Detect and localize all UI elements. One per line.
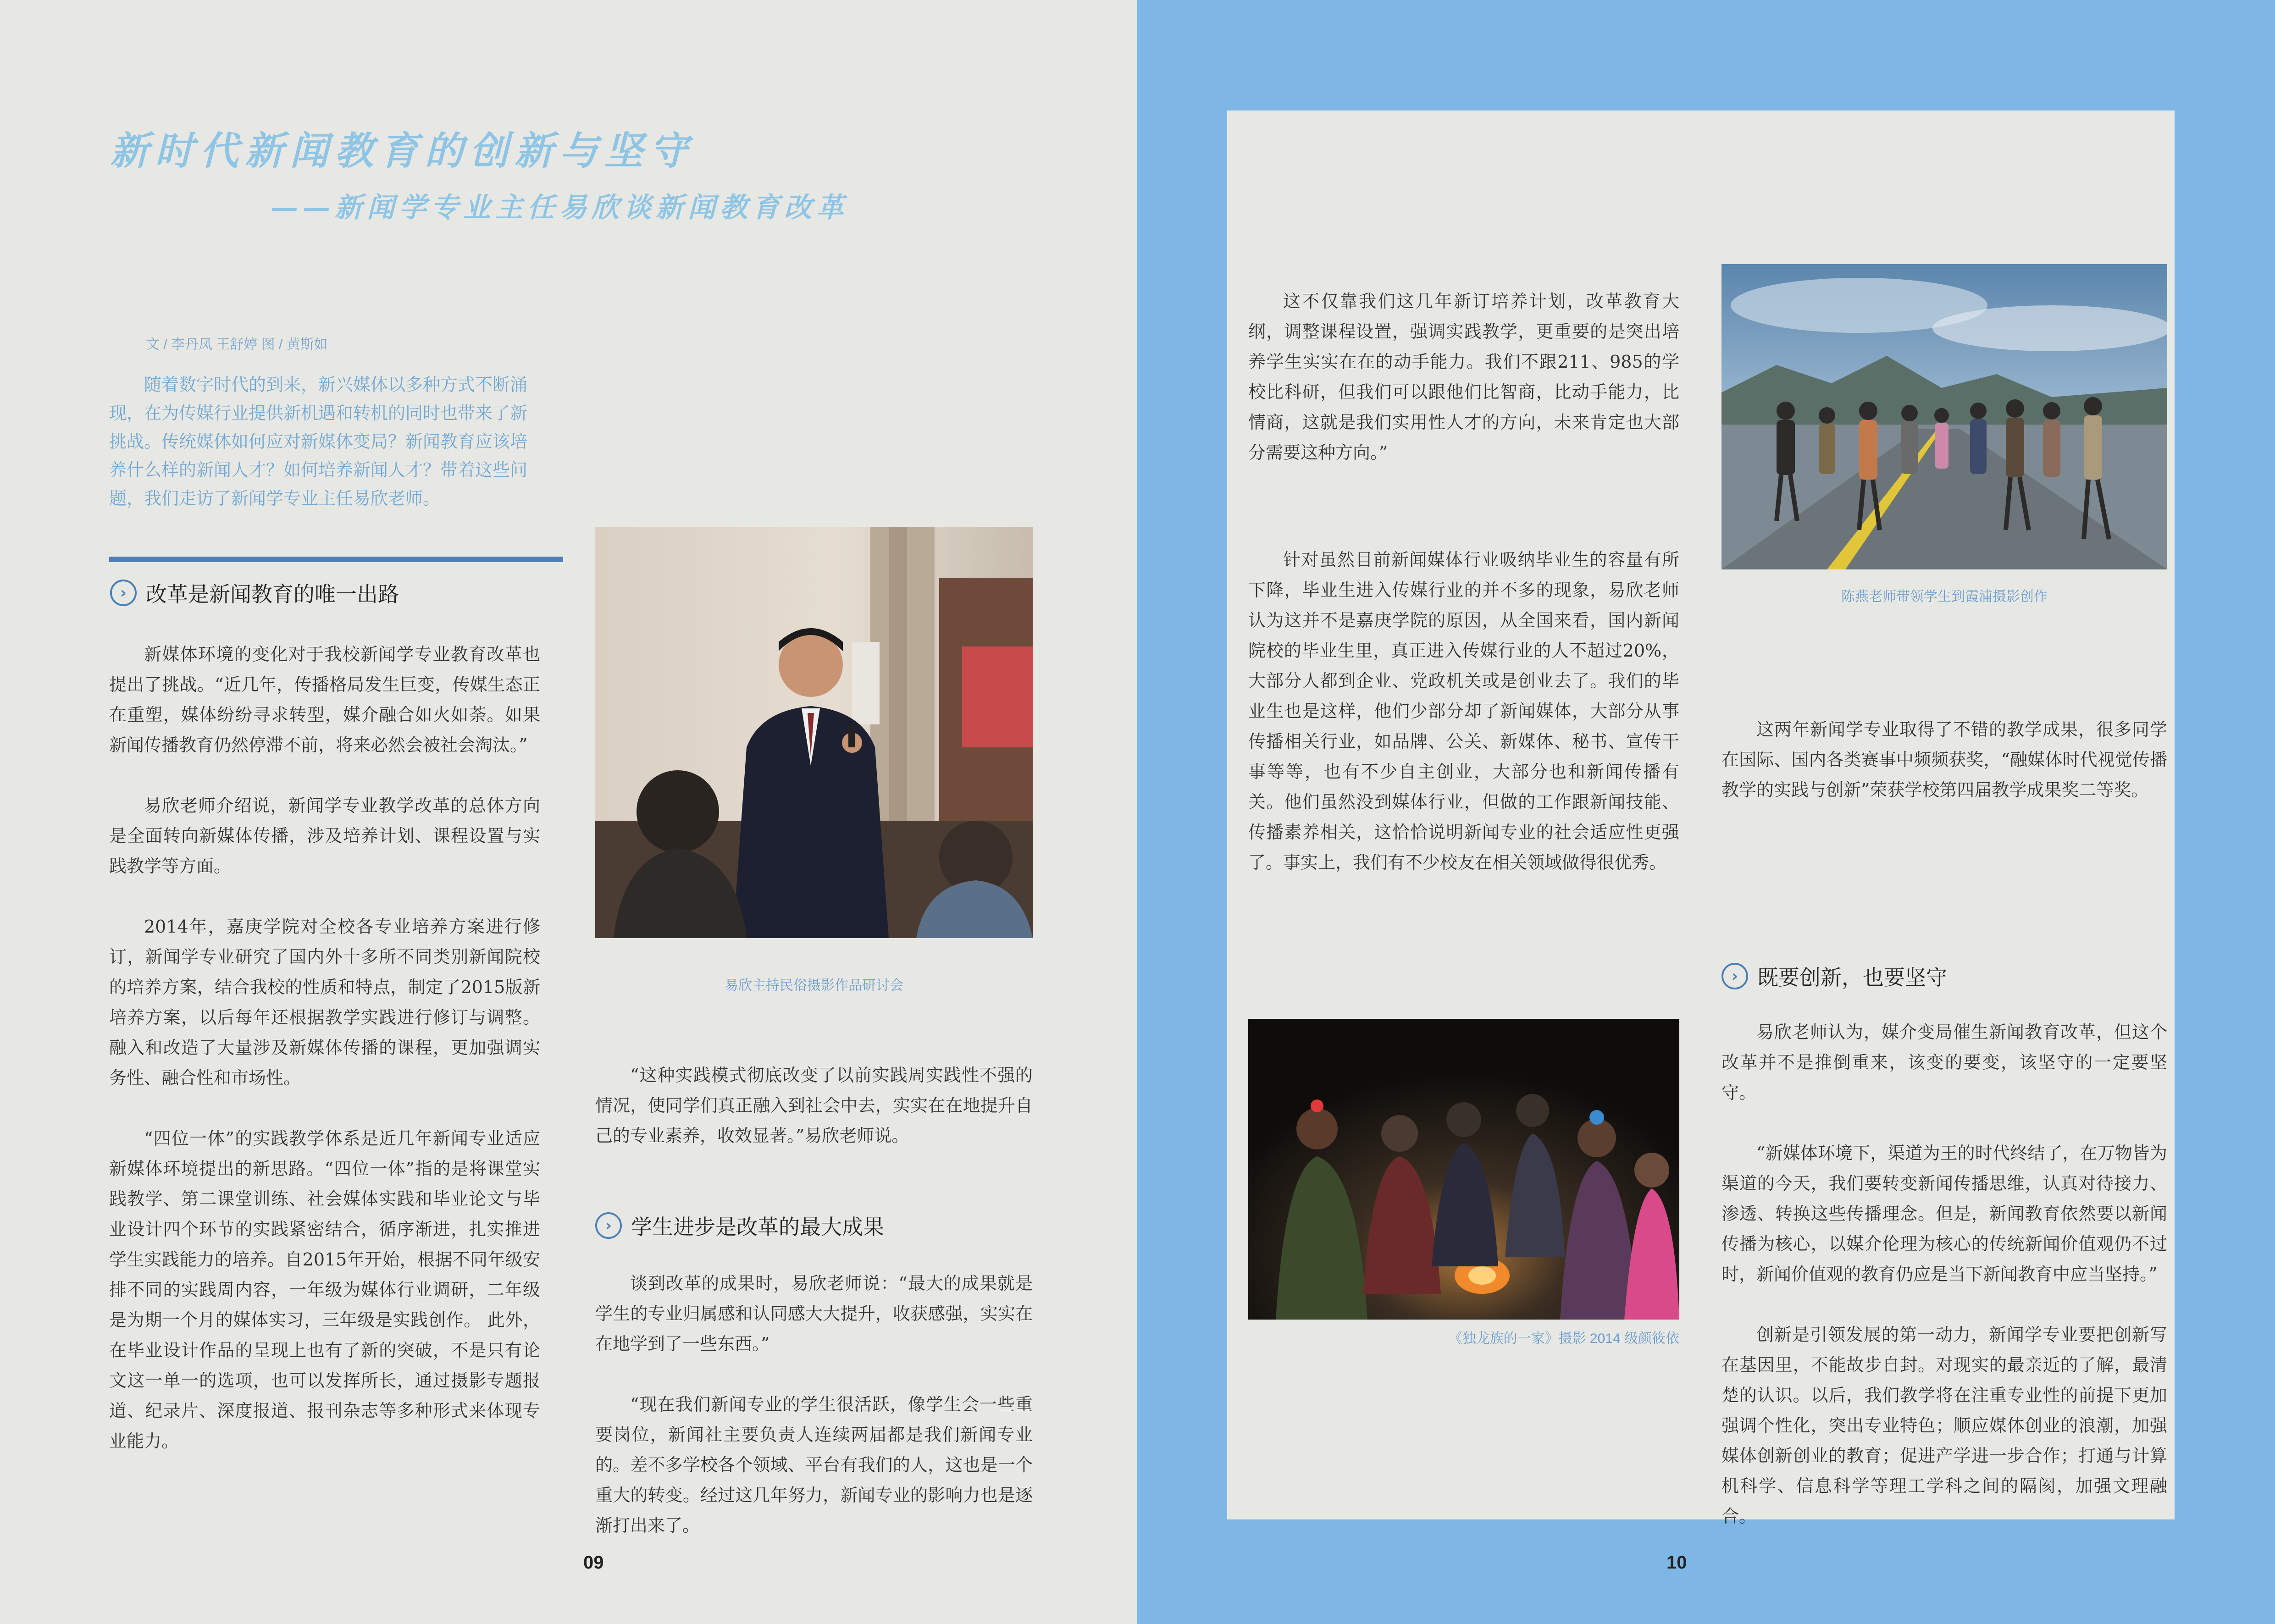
section-heading-1-text: 改革是新闻教育的唯一出路 [146, 582, 399, 606]
paragraph: 针对虽然目前新闻媒体行业吸纳毕业生的容量有所下降，毕业生进入传媒行业的并不多的现象，易欣老师认为这并不是嘉庚学院的原因，从全国来看，国内新闻院校的毕业生里，真正进入传媒行业的人不超过20%，大部分人都到企业、党政机关或是创业去了。我们的毕业生也是这样，他们少部分却了新闻媒体，大部分从事传播相关行业，如品牌、公关、新媒体、秘书、宣传干事等等，也有不少自主创业，大部分也和新闻传播有关。他们虽然没到媒体行业，但做的工作跟新闻技能、传播素养相关，这恰恰说明新闻专业的社会适应性更强了。事实上，我们有不少校友在相关领域做得很优秀。 [1248, 550, 1679, 873]
section-heading-2-text: 学生进步是改革的最大成果 [631, 1215, 884, 1239]
left-column-1 [109, 639, 540, 1456]
paragraph: 谈到改革的成果时，易欣老师说：“最大的成果就是学生的专业归属感和认同感大大提升，收获感强，实实在在地学到了一些东西。” [595, 1273, 1033, 1354]
left-column-2-quote [595, 1060, 1033, 1151]
right-column-2-body [1721, 1017, 2167, 1531]
photo-night-family [1248, 1019, 1679, 1320]
section-heading-3 [1721, 961, 1947, 991]
lead-paragraph: 随着数字时代的到来，新兴媒体以多种方式不断涌现，在为传媒行业提供新机遇和转机的同时也带来了新挑战。传统媒体如何应对新媒体变局？新闻教育应该培养什么样的新闻人才？如何培养新闻人才？带着这些问题，我们走访了新闻学专业主任易欣老师。 [109, 375, 528, 508]
section-heading-2 [595, 1210, 884, 1241]
paragraph: 创新是引领发展的第一动力，新闻学专业要把创新写在基因里，不能故步自封。对现实的最亲近的了解，最清楚的认识。以后，我们教学将在注重专业性的前提下更加强调个性化，突出专业特色；顺应媒体创业的浪潮，加强媒体创新创业的教育；促进产学进一步合作；打通与计算机科学、信息科学等理工学科之间的隔阂，加强文理融合。 [1721, 1325, 2167, 1526]
paragraph: 这不仅靠我们这几年新订培养计划，改革教育大纲，调整课程设置，强调实践教学，更重要的是突出培养学生实实在在的动手能力。我们不跟211、985的学校比科研，但我们可以跟他们比智商，比动手能力，比情商，这就是我们实用性人才的方向，未来肯定也大部分需要这种方向。” [1248, 291, 1679, 463]
article-subtitle: ——新闻学专业主任易欣谈新闻教育改革 [271, 192, 848, 224]
page-number-right: 10 [1666, 1552, 1687, 1573]
arrow-circle-icon: › [1721, 963, 1748, 989]
paragraph: 易欣老师认为，媒介变局催生新闻教育改革，但这个改革并不是推倒重来，该变的要变，该坚守的一定要坚守。 [1721, 1022, 2167, 1103]
caption-photo2: 陈燕老师带领学生到霞浦摄影创作 [1841, 589, 2048, 604]
paragraph: “四位一体”的实践教学体系是近几年新闻专业适应新媒体环境提出的新思路。“四位一体”指的是将课堂实践教学、第二课堂训练、社会媒体实践和毕业论文与毕业设计四个环节的实践紧密结合，循序渐进，扎实推进学生实践能力的培养。自2015年开始，根据不同年级安排不同的实践周内容，一年级为媒体行业调研，二年级是为期一个月的媒体实习，三年级是实践创作。 此外，在毕业设计作品的呈现上也有了新的突破，不是只有论文这一单一的选项，也可以发挥所长，通过摄影专题报道、纪录片、深度报道、报刊杂志等多种形式来体现专业能力。 [109, 1128, 540, 1451]
page-number-left: 09 [583, 1552, 604, 1573]
right-column-1a [1248, 286, 1679, 468]
paragraph: “新媒体环境下，渠道为王的时代终结了，在万物皆为渠道的今天，我们要转变新闻传播思维，认真对待接力、渗透、转换这些传播理念。但是，新闻教育依然要以新闻传播为核心，以媒介伦理为核心的传统新闻价值观仍不过时，新闻价值观的教育仍应是当下新闻教育中应当坚持。” [1721, 1143, 2167, 1284]
paragraph: “现在我们新闻专业的学生很活跃，像学生会一些重要岗位，新闻社主要负责人连续两届都是我们新闻专业的。差不多学校各个领域、平台有我们的人，这也是一个重大的转变。经过这几年努力，新闻专业的影响力也是逐渐打出来了。 [595, 1394, 1033, 1536]
photo-seminar [595, 527, 1033, 938]
lead-paragraph-box [109, 370, 544, 513]
paragraph: 新媒体环境的变化对于我校新闻学专业教育改革也提出了挑战。“近几年，传播格局发生巨变，传媒生态正在重塑，媒体纷纷寻求转型，媒介融合如火如荼。如果新闻传播教育仍然停滞不前，将来必然会被社会淘汰。” [109, 644, 540, 755]
section-rule [109, 557, 563, 562]
photo-field-trip [1721, 264, 2167, 569]
paragraph: 这两年新闻学专业取得了不错的教学成果，很多同学在国际、国内各类赛事中频频获奖，“融媒体时代视觉传播教学的实践与创新”荣获学校第四届教学成果奖二等奖。 [1721, 719, 2167, 800]
right-column-2a [1721, 714, 2167, 805]
right-column-1b [1248, 545, 1679, 878]
arrow-circle-icon: › [595, 1212, 622, 1239]
paragraph: “这种实践模式彻底改变了以前实践周实践性不强的情况，使同学们真正融入到社会中去，实实在在地提升自己的专业素养，收效显著。”易欣老师说。 [595, 1065, 1033, 1146]
arrow-circle-icon: › [110, 580, 137, 606]
caption-photo1: 易欣主持民俗摄影作品研讨会 [725, 978, 903, 993]
article-title: 新时代新闻教育的创新与坚守 [110, 128, 695, 173]
caption-photo3: 《独龙族的一家》摄影 2014 级颜筱依 [1448, 1331, 1679, 1346]
section-heading-3-text: 既要创新，也要坚守 [1757, 966, 1947, 989]
left-column-2-body [595, 1268, 1033, 1541]
section-heading-1 [110, 578, 399, 608]
byline: 文 / 李丹凤 王舒婷 图 / 黄斯如 [146, 337, 328, 352]
paragraph: 2014年，嘉庚学院对全校各专业培养方案进行修订，新闻学专业研究了国内外十多所不同类别新闻院校的培养方案，结合我校的性质和特点，制定了2015版新培养方案，以后每年还根据教学实践进行修订与调整。融入和改造了大量涉及新媒体传播的课程，更加强调实务性、融合性和市场性。 [109, 917, 540, 1088]
paragraph: 易欣老师介绍说，新闻学专业教学改革的总体方向是全面转向新媒体传播，涉及培养计划、课程设置与实践教学等方面。 [109, 795, 540, 876]
